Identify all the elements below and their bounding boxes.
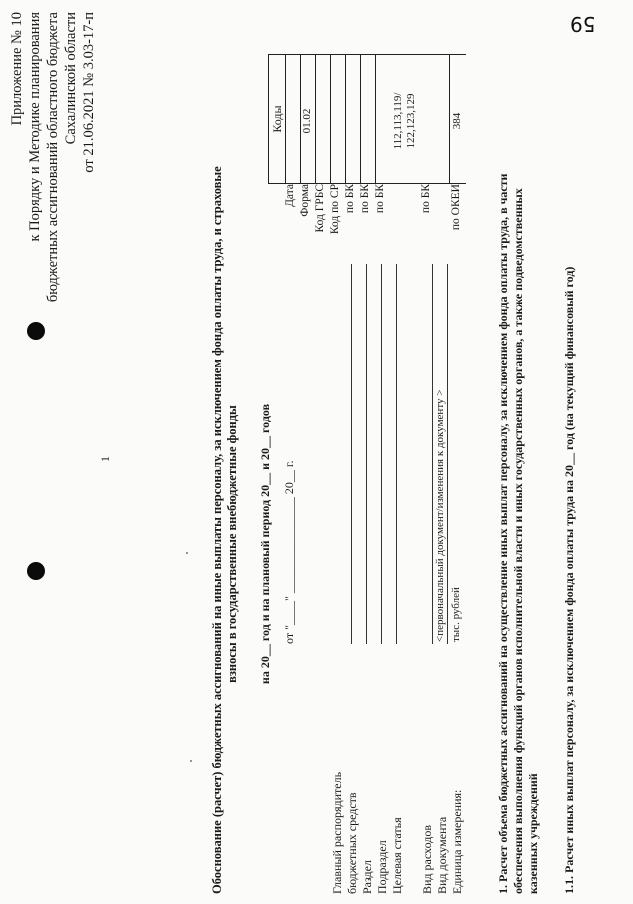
date-line: от "____" ________________ 20__ г. <box>282 460 296 644</box>
label-doc-type: Вид документа <box>435 816 449 894</box>
label-section: Раздел <box>360 860 374 894</box>
code-label-bk: по БК <box>344 184 356 214</box>
field-line-expense-type <box>432 264 433 644</box>
code-label-date: Дата <box>284 184 296 207</box>
label-unit: Единица измерения: <box>450 789 464 894</box>
label-expense-type: Вид расходов <box>420 825 434 894</box>
appendix-line: от 21.06.2021 № 3.03-17-п <box>81 12 97 173</box>
field-line-doc-type <box>447 264 448 644</box>
field-line-main-manager <box>351 264 352 644</box>
page-number-handwritten: 59 <box>570 12 596 36</box>
code-label-grbs: Код ГРБС <box>314 184 326 233</box>
code-label-bk: по БК <box>359 184 371 214</box>
section-1-line: 1. Расчет объема бюджетных ассигнований на осуществление иных выплат персоналу, за исключением фонда оплаты труда, в части <box>496 173 510 894</box>
label-subsection: Подраздел <box>375 840 389 894</box>
code-label-form: Форма <box>299 184 311 217</box>
section-1-1-heading: 1.1. Расчет иных выплат персоналу, за исключением фонда оплаты труда на 20__ год (на текущий финансовый год) <box>562 266 576 894</box>
section-1-heading <box>496 14 541 894</box>
section-1-line: казенных учреждений <box>526 773 540 894</box>
codes-header: Коды <box>270 105 284 133</box>
label-main-manager-2: бюджетных средств <box>345 792 359 894</box>
field-line-target-article <box>396 264 397 644</box>
title-line: Обоснование (расчет) бюджетных ассигнований на иные выплаты персоналу, за исключением фонда оплаты труда, и страховые <box>210 166 224 894</box>
page-label: 1 <box>98 456 112 462</box>
codes-row <box>315 55 316 183</box>
doc-type-value: <первоначальный документ/изменения к документу > <box>434 389 446 642</box>
unit-value: тыс. рублей <box>450 587 462 642</box>
appendix-header <box>8 12 98 392</box>
title-line: взносы в государственные внебюджетные фонды <box>225 405 239 683</box>
codes-row <box>285 55 286 183</box>
label-target-article: Целевая статья <box>390 817 404 894</box>
appendix-line: бюджетных ассигнований областного бюджета <box>45 12 61 303</box>
document-title <box>210 166 240 894</box>
codes-row <box>449 55 450 183</box>
label-main-manager: Главный распорядитель <box>330 771 344 894</box>
appendix-line: Приложение № 10 <box>9 12 25 126</box>
code-label-okei: по ОКЕИ <box>450 184 462 231</box>
code-label-sr: Код по СР <box>329 184 341 235</box>
appendix-line: Сахалинской области <box>63 12 79 145</box>
codes-row <box>330 55 331 183</box>
code-value-form: 01.02 <box>301 108 313 134</box>
code-label-bk: по БК <box>420 184 432 214</box>
code-label-bk: по БК <box>374 184 386 214</box>
code-value-expense-type: 112,113,119/ <box>392 92 404 150</box>
code-value-okei: 384 <box>451 112 463 130</box>
codes-row <box>375 55 376 183</box>
codes-table <box>268 54 466 184</box>
field-line-section <box>366 264 367 644</box>
codes-row <box>345 55 346 183</box>
section-1-line: обеспечения выполнения функций органов исполнительной власти и иных государственных органов, а также подведомственных <box>511 188 525 894</box>
appendix-line: к Порядку и Методике планирования <box>27 12 43 242</box>
codes-row <box>360 55 361 183</box>
code-value-expense-type: 122,123,129 <box>405 93 417 149</box>
field-line-subsection <box>381 264 382 644</box>
period-line: на 20__ год и на плановый период 20__ и 20__ годов <box>258 403 272 685</box>
